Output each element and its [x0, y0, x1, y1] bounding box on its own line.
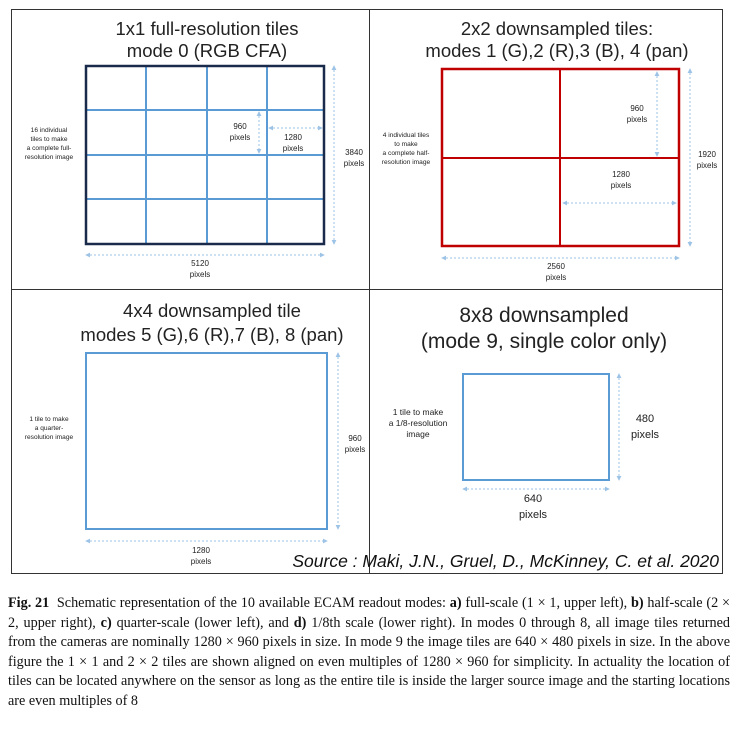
panel-b-tile-grid — [442, 69, 679, 246]
panel-a-full-resolution — [25, 18, 364, 279]
svg-text:pixels: pixels — [344, 445, 366, 454]
panel-a-title-line2: mode 0 (RGB CFA) — [126, 40, 288, 61]
panel-d-eighth-resolution — [389, 304, 667, 521]
svg-text:3840: 3840 — [345, 148, 363, 157]
svg-text:resolution image: resolution image — [24, 154, 74, 161]
svg-text:pixels: pixels — [190, 557, 212, 566]
panel-a-side-note — [25, 127, 74, 161]
svg-text:pixels: pixels — [343, 159, 365, 168]
panel-c-tile — [86, 353, 327, 529]
panel-b-half-resolution — [382, 18, 717, 282]
svg-text:a 1/8-resolution: a 1/8-resolution — [388, 418, 448, 428]
svg-text:pixels: pixels — [189, 270, 211, 279]
panel-b-title-line1: 2x2 downsampled tiles: — [460, 18, 654, 39]
svg-text:image: image — [406, 429, 430, 439]
svg-text:a complete full-: a complete full- — [26, 145, 72, 152]
svg-text:resolution image: resolution image — [381, 159, 431, 166]
svg-text:pixels: pixels — [696, 161, 718, 170]
panel-d-side-note — [389, 407, 448, 439]
panel-d-tile — [463, 374, 609, 480]
svg-text:960: 960 — [348, 434, 362, 443]
svg-text:1920: 1920 — [698, 150, 716, 159]
svg-text:pixels: pixels — [610, 181, 632, 190]
svg-text:pixels: pixels — [518, 509, 548, 521]
svg-text:640: 640 — [523, 493, 543, 505]
panel-c-quarter-resolution — [25, 300, 365, 566]
svg-text:16 individual: 16 individual — [30, 127, 68, 134]
svg-text:a quarter-: a quarter- — [34, 425, 64, 432]
svg-text:pixels: pixels — [630, 429, 660, 441]
panel-b-side-note — [382, 132, 431, 166]
svg-text:to make: to make — [394, 141, 418, 148]
svg-text:pixels: pixels — [229, 133, 251, 142]
svg-text:5120: 5120 — [191, 259, 209, 268]
panel-d-title-line1: 8x8 downsampled — [459, 304, 629, 327]
svg-text:pixels: pixels — [282, 144, 304, 153]
svg-text:1280: 1280 — [612, 170, 630, 179]
svg-text:960: 960 — [630, 104, 644, 113]
svg-text:4 individual tiles: 4 individual tiles — [382, 132, 430, 139]
panel-a-title-line1: 1x1 full-resolution tiles — [115, 18, 299, 39]
panel-b-title-line2: modes 1 (G),2 (R),3 (B), 4 (pan) — [425, 40, 689, 61]
figure-caption: Fig. 21 Schematic representation of the 10 available ECAM readout modes: a) full-scale (1 × 1, upper left), b) half-scale (2 × 2, upper right), c) quarter-scale (lower left), and d) 1/8th scale (lower right). In modes 0 through 8, all image tiles returned from the cameras are nominally 1280 × 960 pixels in size. In mode 9 the image tiles are 640 × 480 pixels in size. In the above figure the 1 × 1 and 2 × 2 tiles are shown aligned on even multiples of 1280 × 960 for simplicity. In actuality the location of tiles can be located anywhere on the sensor as long as the entire tile is inside the larger source image and the starting locations are even multiples of 8 — [8, 595, 730, 709]
panel-a-tile-grid — [86, 66, 324, 244]
svg-text:1280: 1280 — [192, 546, 210, 555]
svg-text:1 tile to make: 1 tile to make — [392, 407, 444, 417]
svg-text:tiles to make: tiles to make — [30, 136, 68, 143]
panel-c-side-note — [25, 416, 74, 441]
svg-text:pixels: pixels — [545, 273, 567, 282]
panel-c-title-line1: 4x4 downsampled tile — [123, 300, 301, 321]
svg-text:resolution image: resolution image — [24, 434, 74, 441]
panel-c-title-line2: modes 5 (G),6 (R),7 (B), 8 (pan) — [80, 324, 344, 345]
svg-text:1280: 1280 — [284, 133, 302, 142]
svg-text:1 tile to make: 1 tile to make — [29, 416, 69, 423]
svg-text:pixels: pixels — [626, 115, 648, 124]
svg-text:960: 960 — [233, 122, 247, 131]
source-credit: Source : Maki, J.N., Gruel, D., McKinney, C. et al. 2020 — [292, 551, 719, 571]
figure-label: Fig. 21 — [8, 595, 50, 611]
panel-d-title-line2: (mode 9, single color only) — [420, 330, 668, 353]
svg-text:480: 480 — [635, 413, 655, 425]
svg-text:2560: 2560 — [547, 262, 565, 271]
figure-frame — [12, 10, 723, 574]
svg-text:a complete half-: a complete half- — [382, 150, 430, 157]
